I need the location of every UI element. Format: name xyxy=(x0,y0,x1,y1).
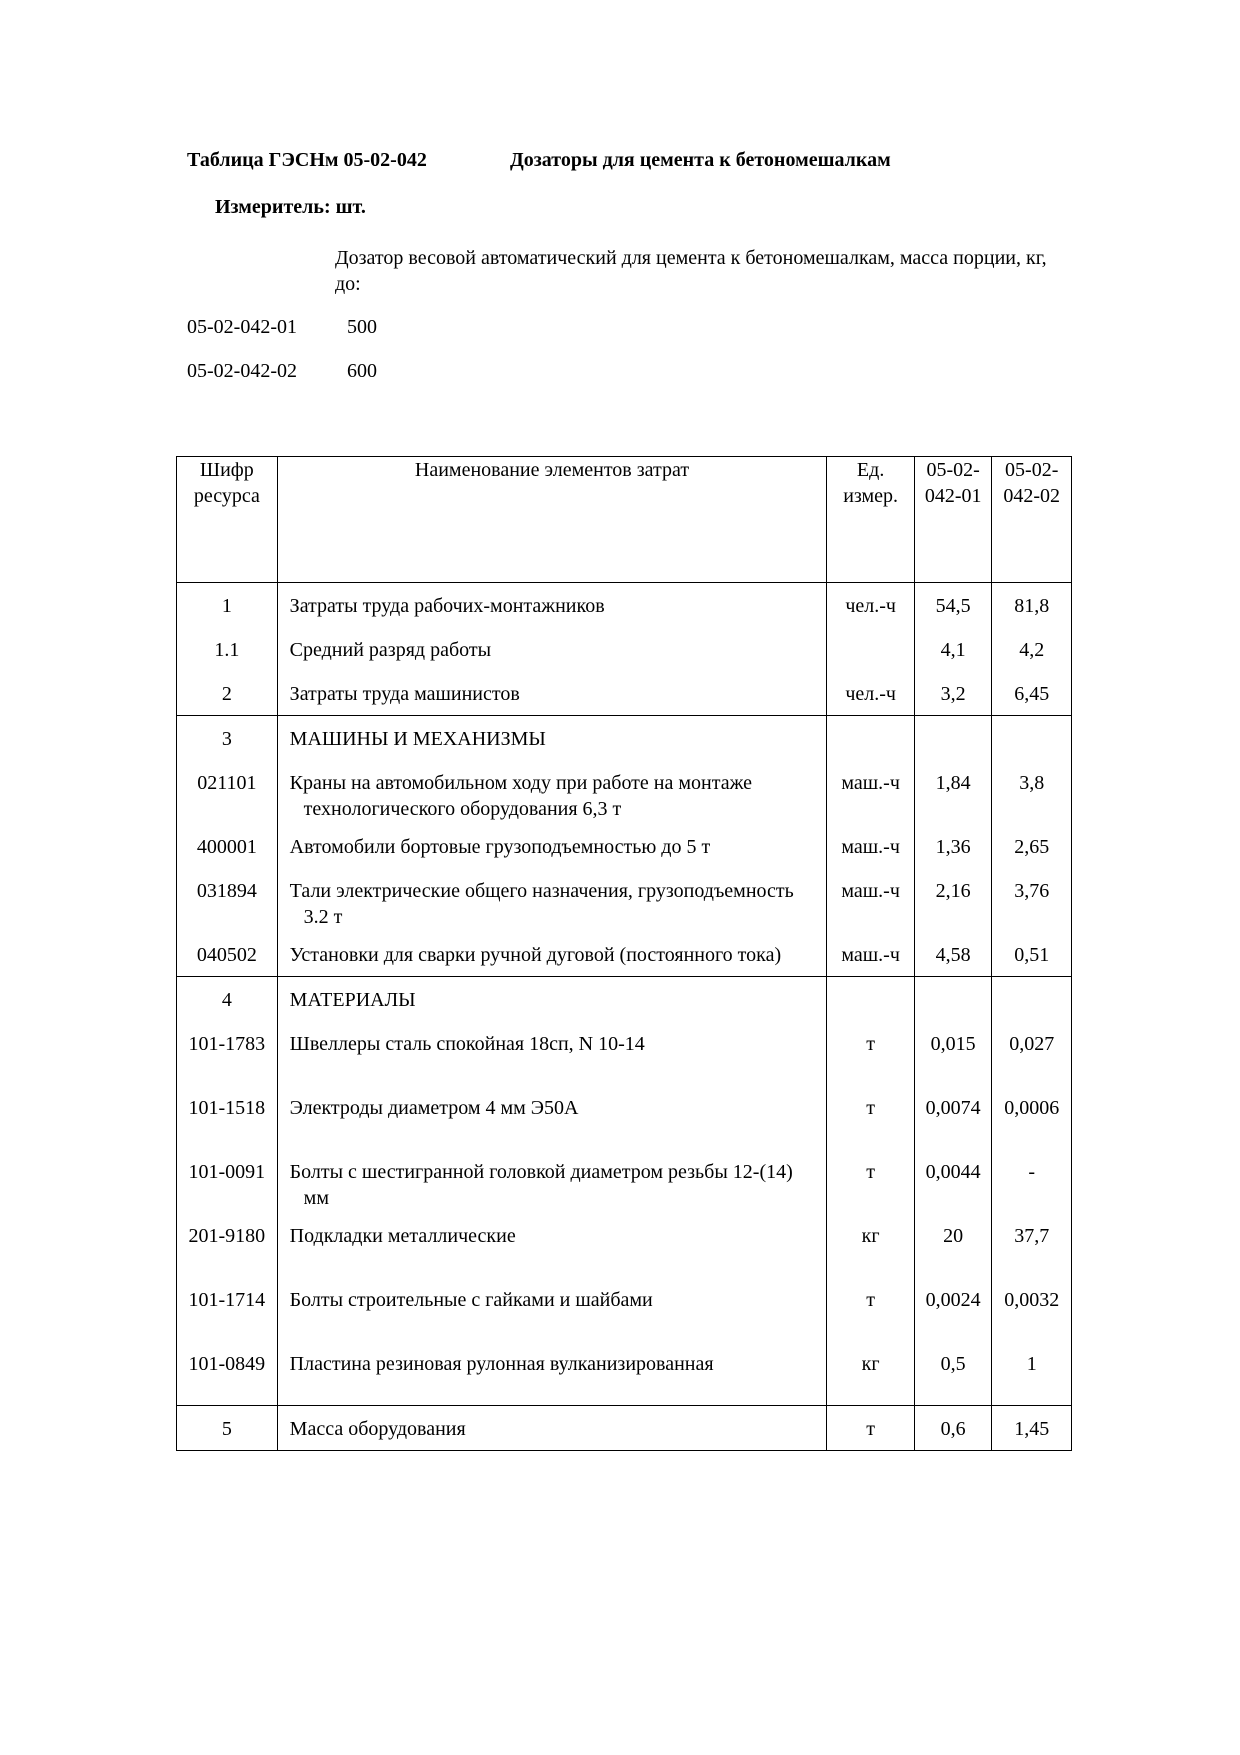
cell-name xyxy=(277,1085,827,1149)
cell-value-2: - xyxy=(992,1149,1072,1213)
cell-value-1: 20 xyxy=(914,1213,992,1277)
table-row xyxy=(177,1406,1072,1451)
table-row xyxy=(177,932,1072,977)
cell-unit: маш.-ч xyxy=(827,824,915,868)
cell-code: 101-1714 xyxy=(177,1277,278,1341)
cell-name-text: Автомобили бортовые грузоподъемностью до 5 т xyxy=(289,836,711,858)
cell-value-2: 1,45 xyxy=(992,1406,1072,1451)
cell-name-text: Тали электрические общего назначения, грузоподъемность 3.2 т xyxy=(289,880,794,928)
cell-value-2: 0,027 xyxy=(992,1021,1072,1085)
cell-name-text: Болты строительные с гайками и шайбами xyxy=(289,1289,653,1311)
cell-value-1: 2,16 xyxy=(914,868,992,932)
norm-description: Дозатор весовой автоматический для цемента к бетономешалкам, масса порции, кг, до: xyxy=(335,247,1047,295)
table-row xyxy=(177,716,1072,761)
cell-code: 5 xyxy=(177,1406,278,1451)
cell-value-2: 6,45 xyxy=(992,671,1072,716)
cell-code: 101-1783 xyxy=(177,1021,278,1085)
cell-code: 040502 xyxy=(177,932,278,977)
cell-value-1: 0,0044 xyxy=(914,1149,992,1213)
cell-name xyxy=(277,1213,827,1277)
cell-unit: т xyxy=(827,1406,915,1451)
cell-unit: т xyxy=(827,1277,915,1341)
cell-value-2: 1 xyxy=(992,1341,1072,1406)
cell-name-text: Краны на автомобильном ходу при работе на монтаже технологического оборудования 6,3 т xyxy=(289,772,753,820)
cell-unit xyxy=(827,716,915,761)
cell-name-text: Пластина резиновая рулонная вулканизированная xyxy=(289,1353,714,1375)
header-col2: 05-02-042-02 xyxy=(992,457,1072,583)
table-row xyxy=(177,1277,1072,1341)
cell-value-2 xyxy=(992,977,1072,1022)
cell-unit: кг xyxy=(827,1341,915,1406)
cell-code: 101-0849 xyxy=(177,1341,278,1406)
cell-name-text: Масса оборудования xyxy=(289,1418,466,1440)
unit-label: Измеритель: шт. xyxy=(215,196,366,218)
table-title: Дозаторы для цемента к бетономешалкам xyxy=(510,149,891,171)
cell-unit: маш.-ч xyxy=(827,932,915,977)
cell-value-1: 0,0024 xyxy=(914,1277,992,1341)
cell-value-1: 54,5 xyxy=(914,583,992,628)
cell-name xyxy=(277,716,827,761)
cell-value-2: 0,0006 xyxy=(992,1085,1072,1149)
resource-table xyxy=(176,456,1072,1451)
cell-name-text: Подкладки металлические xyxy=(289,1225,516,1247)
cell-code: 400001 xyxy=(177,824,278,868)
cell-name xyxy=(277,1277,827,1341)
table-header-row xyxy=(177,457,1072,583)
cell-unit: т xyxy=(827,1085,915,1149)
cell-name xyxy=(277,760,827,824)
norm-code-2: 05-02-042-02 xyxy=(187,360,297,382)
cell-name xyxy=(277,1341,827,1406)
header-col1: 05-02-042-01 xyxy=(914,457,992,583)
cell-name xyxy=(277,977,827,1022)
norm-value-2: 600 xyxy=(347,360,377,382)
table-row xyxy=(177,868,1072,932)
header-unit: Ед. измер. xyxy=(827,457,915,583)
cell-name xyxy=(277,932,827,977)
cell-code: 1 xyxy=(177,583,278,628)
cell-name xyxy=(277,627,827,671)
cell-name xyxy=(277,1149,827,1213)
table-row xyxy=(177,1149,1072,1213)
cell-code: 1.1 xyxy=(177,627,278,671)
table-code: Таблица ГЭСНм 05-02-042 xyxy=(187,149,427,171)
cell-name-text: Затраты труда машинистов xyxy=(289,683,520,705)
cell-value-2: 0,51 xyxy=(992,932,1072,977)
cell-name xyxy=(277,868,827,932)
table-row xyxy=(177,1085,1072,1149)
cell-value-2: 2,65 xyxy=(992,824,1072,868)
cell-value-2: 0,0032 xyxy=(992,1277,1072,1341)
cell-unit: чел.-ч xyxy=(827,671,915,716)
cell-name xyxy=(277,824,827,868)
cell-unit: кг xyxy=(827,1213,915,1277)
cell-value-1: 0,015 xyxy=(914,1021,992,1085)
cell-value-2: 81,8 xyxy=(992,583,1072,628)
cell-unit xyxy=(827,977,915,1022)
cell-code: 021101 xyxy=(177,760,278,824)
cell-name xyxy=(277,583,827,628)
table-row xyxy=(177,977,1072,1022)
cell-value-1: 0,6 xyxy=(914,1406,992,1451)
cell-value-2: 3,76 xyxy=(992,868,1072,932)
cell-value-1: 1,36 xyxy=(914,824,992,868)
cell-name-text: Установки для сварки ручной дуговой (постоянного тока) xyxy=(289,944,782,966)
cell-unit: чел.-ч xyxy=(827,583,915,628)
cell-name-text: Затраты труда рабочих-монтажников xyxy=(289,595,605,617)
cell-name xyxy=(277,1021,827,1085)
cell-code: 4 xyxy=(177,977,278,1022)
table-row xyxy=(177,1213,1072,1277)
cell-name-text: Болты с шестигранной головкой диаметром резьбы 12-(14) мм xyxy=(289,1161,793,1209)
cell-value-2: 3,8 xyxy=(992,760,1072,824)
cell-unit: т xyxy=(827,1021,915,1085)
cell-code: 2 xyxy=(177,671,278,716)
cell-unit: маш.-ч xyxy=(827,868,915,932)
cell-value-1: 3,2 xyxy=(914,671,992,716)
cell-name-text: Швеллеры сталь спокойная 18сп, N 10-14 xyxy=(289,1033,645,1055)
header-code: Шифр ресурса xyxy=(177,457,278,583)
table-row xyxy=(177,627,1072,671)
norm-code-1: 05-02-042-01 xyxy=(187,316,297,338)
cell-code: 101-1518 xyxy=(177,1085,278,1149)
cell-value-1: 0,0074 xyxy=(914,1085,992,1149)
cell-value-1: 1,84 xyxy=(914,760,992,824)
cell-name-text: МАШИНЫ И МЕХАНИЗМЫ xyxy=(289,728,546,750)
table-row xyxy=(177,760,1072,824)
cell-name xyxy=(277,1406,827,1451)
cell-value-1: 0,5 xyxy=(914,1341,992,1406)
cell-name-text: Электроды диаметром 4 мм Э50А xyxy=(289,1097,579,1119)
cell-name xyxy=(277,671,827,716)
cell-value-2: 37,7 xyxy=(992,1213,1072,1277)
cell-unit: т xyxy=(827,1149,915,1213)
cell-name-text: Средний разряд работы xyxy=(289,639,492,661)
cell-value-1: 4,58 xyxy=(914,932,992,977)
cell-value-1 xyxy=(914,977,992,1022)
table-row xyxy=(177,671,1072,716)
table-row xyxy=(177,1021,1072,1085)
table-row xyxy=(177,1341,1072,1406)
cell-code: 201-9180 xyxy=(177,1213,278,1277)
cell-unit: маш.-ч xyxy=(827,760,915,824)
cell-value-2: 4,2 xyxy=(992,627,1072,671)
cell-name-text: МАТЕРИАЛЫ xyxy=(289,989,416,1011)
cell-code: 3 xyxy=(177,716,278,761)
cell-unit xyxy=(827,627,915,671)
header-name: Наименование элементов затрат xyxy=(277,457,827,583)
cell-value-2 xyxy=(992,716,1072,761)
cell-value-1 xyxy=(914,716,992,761)
cell-code: 101-0091 xyxy=(177,1149,278,1213)
table-row xyxy=(177,824,1072,868)
table-row xyxy=(177,583,1072,628)
norm-value-1: 500 xyxy=(347,316,377,338)
cell-value-1: 4,1 xyxy=(914,627,992,671)
cell-code: 031894 xyxy=(177,868,278,932)
